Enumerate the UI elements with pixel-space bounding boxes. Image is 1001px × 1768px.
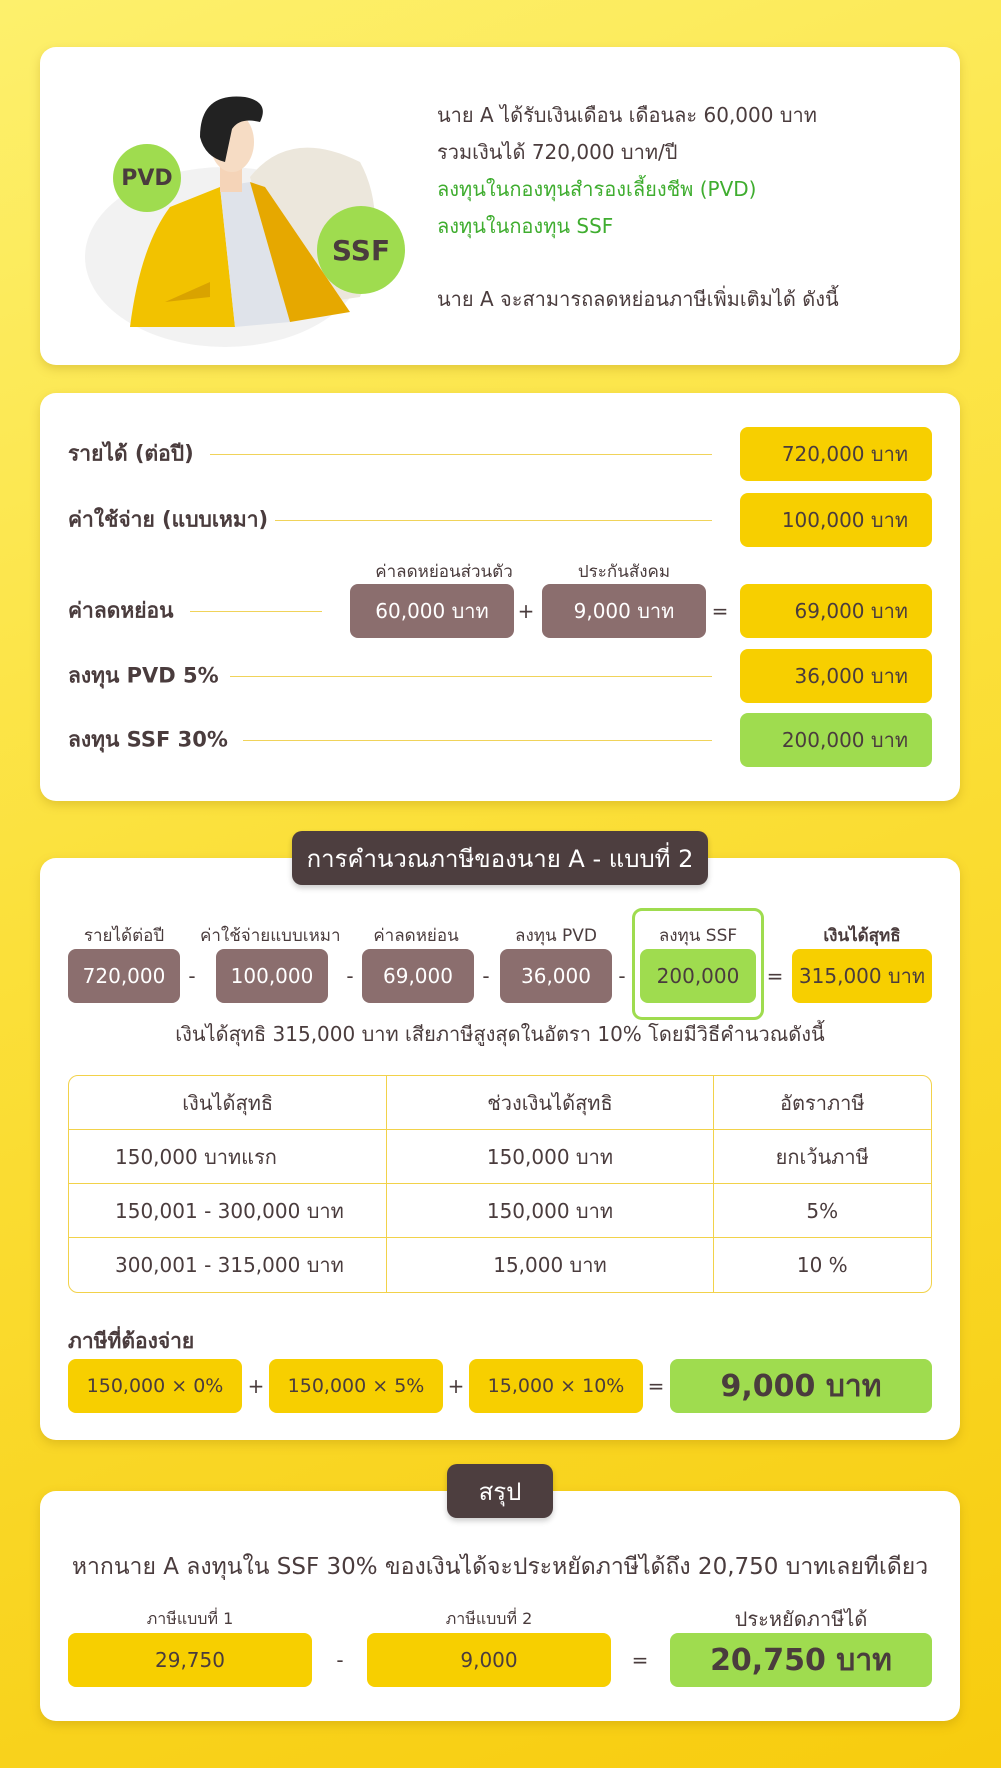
equals-sign-net: =: [766, 964, 784, 988]
deduction-divider: [190, 611, 322, 612]
calc-caption-ssf: ลงทุน SSF: [658, 926, 738, 946]
table-cell: 10 %: [796, 1253, 848, 1277]
saving-value: 20,750 บาท: [670, 1633, 932, 1687]
minus-sign-summary: -: [336, 1648, 344, 1672]
tax-step-1: 150,000 × 0%: [68, 1359, 242, 1413]
table-row: [69, 1238, 931, 1292]
ssf-divider: [243, 740, 712, 741]
table-cell: 150,000 บาท: [387, 1130, 713, 1184]
expense-divider: [275, 520, 712, 521]
equals-sign: =: [711, 599, 729, 623]
deduction-row: [68, 584, 932, 638]
pvd-badge: PVD: [113, 144, 181, 212]
total-income-line: รวมเงินได้ 720,000 บาท/ปี: [437, 140, 678, 164]
expense-label: ค่าใช้จ่าย (แบบเหมา): [68, 507, 269, 532]
net-income-summary: เงินได้สุทธิ 315,000 บาท เสียภาษีสูงสุดในอัตรา 10% โดยมีวิธีคำนวณดังนี้: [175, 1022, 825, 1046]
table-header-row: [69, 1076, 931, 1130]
table-cell: 150,000 บาท: [387, 1184, 713, 1238]
tax-bracket-table: [68, 1075, 932, 1293]
calc-deduction-value: 69,000: [362, 949, 474, 1003]
pvd-row: [68, 649, 932, 703]
income-row: [68, 427, 932, 481]
ssf-line: ลงทุนในกองทุน SSF: [437, 214, 614, 238]
calc-net-value: 315,000 บาท: [792, 949, 932, 1003]
ssf-badge: SSF: [317, 206, 405, 294]
social-security-value: 9,000 บาท: [542, 584, 706, 638]
person-illustration: [60, 67, 440, 357]
minus-sign-4: -: [618, 964, 626, 988]
calc-income-value: 720,000: [68, 949, 180, 1003]
table-cell: 150,000 บาทแรก: [69, 1130, 387, 1184]
calc-expense-value: 100,000: [216, 949, 328, 1003]
calc-caption-net: เงินได้สุทธิ: [823, 926, 901, 946]
equals-sign-summary: =: [631, 1648, 649, 1672]
ssf-value: 200,000 บาท: [740, 713, 932, 767]
table-header-rate: อัตราภาษี: [714, 1076, 931, 1130]
calc-ssf-value: 200,000: [640, 949, 756, 1003]
personal-deduction-caption: ค่าลดหย่อนส่วนตัว: [375, 562, 513, 582]
pvd-line: ลงทุนในกองทุนสำรองเลี้ยงชีพ (PVD): [437, 177, 757, 201]
summary-title-tag: สรุป: [447, 1464, 553, 1518]
tax-method-2-value: 9,000: [367, 1633, 611, 1687]
income-label: รายได้ (ต่อปี): [68, 441, 194, 466]
tax-method-1-value: 29,750: [68, 1633, 312, 1687]
table-row: [69, 1184, 931, 1238]
saving-caption: ประหยัดภาษีได้: [734, 1607, 868, 1631]
plus-sign-1: +: [247, 1374, 265, 1398]
tax-step-2: 150,000 × 5%: [269, 1359, 443, 1413]
table-cell: 5%: [714, 1184, 931, 1238]
expense-value: 100,000 บาท: [740, 493, 932, 547]
salary-line: นาย A ได้รับเงินเดือน เดือนละ 60,000 บาท: [437, 103, 817, 127]
tax-step-3: 15,000 × 10%: [469, 1359, 643, 1413]
deduction-total-value: 69,000 บาท: [740, 584, 932, 638]
intro-text: [437, 97, 947, 318]
ssf-label: ลงทุน SSF 30%: [68, 727, 228, 752]
tax-method-1-caption: ภาษีแบบที่ 1: [146, 1609, 234, 1628]
calc-caption-deduction: ค่าลดหย่อน: [373, 926, 459, 946]
expense-row: [68, 493, 932, 547]
calc-caption-pvd: ลงทุน PVD: [515, 926, 597, 946]
table-header-net-income: เงินได้สุทธิ: [69, 1076, 387, 1130]
table-cell: 15,000 บาท: [387, 1238, 713, 1292]
equals-sign-tax: =: [647, 1374, 665, 1398]
income-value: 720,000 บาท: [740, 427, 932, 481]
plus-sign-2: +: [447, 1374, 465, 1398]
conclusion-text: หากนาย A ลงทุนใน SSF 30% ของเงินได้จะประหยัดภาษีได้ถึง 20,750 บาทเลยทีเดียว: [71, 1554, 929, 1580]
tax-payable-label: ภาษีที่ต้องจ่าย: [68, 1329, 195, 1353]
minus-sign-2: -: [346, 964, 354, 988]
table-cell: 300,001 - 315,000 บาท: [69, 1238, 387, 1292]
tax-payable-total: 9,000 บาท: [670, 1359, 932, 1413]
pvd-value: 36,000 บาท: [740, 649, 932, 703]
deduction-intro-line: นาย A จะสามารถลดหย่อนภาษีเพิ่มเติมได้ ดังนี้: [437, 287, 839, 311]
personal-deduction-value: 60,000 บาท: [350, 584, 514, 638]
calc-caption-expense: ค่าใช้จ่ายแบบเหมา: [200, 926, 341, 946]
minus-sign-1: -: [188, 964, 196, 988]
table-cell: 150,001 - 300,000 บาท: [69, 1184, 387, 1238]
deduction-label: ค่าลดหย่อน: [68, 598, 174, 623]
calc-pvd-value: 36,000: [500, 949, 612, 1003]
pvd-divider: [230, 676, 712, 677]
method-title-tag: การคำนวณภาษีของนาย A - แบบที่ 2: [292, 831, 708, 885]
ssf-row: [68, 713, 932, 767]
calculation-card: [40, 858, 960, 1440]
plus-sign: +: [517, 599, 535, 623]
summary-card: [40, 1491, 960, 1721]
minus-sign-3: -: [482, 964, 490, 988]
table-header-range: ช่วงเงินได้สุทธิ: [387, 1076, 713, 1130]
income-details-card: [40, 393, 960, 801]
pvd-label: ลงทุน PVD 5%: [68, 663, 219, 688]
tax-method-2-caption: ภาษีแบบที่ 2: [445, 1609, 533, 1628]
income-divider: [210, 454, 712, 455]
calc-caption-income: รายได้ต่อปี: [83, 926, 165, 946]
table-row: [69, 1130, 931, 1184]
social-security-caption: ประกันสังคม: [577, 562, 671, 582]
intro-card: [40, 47, 960, 365]
table-cell: ยกเว้นภาษี: [714, 1130, 931, 1184]
